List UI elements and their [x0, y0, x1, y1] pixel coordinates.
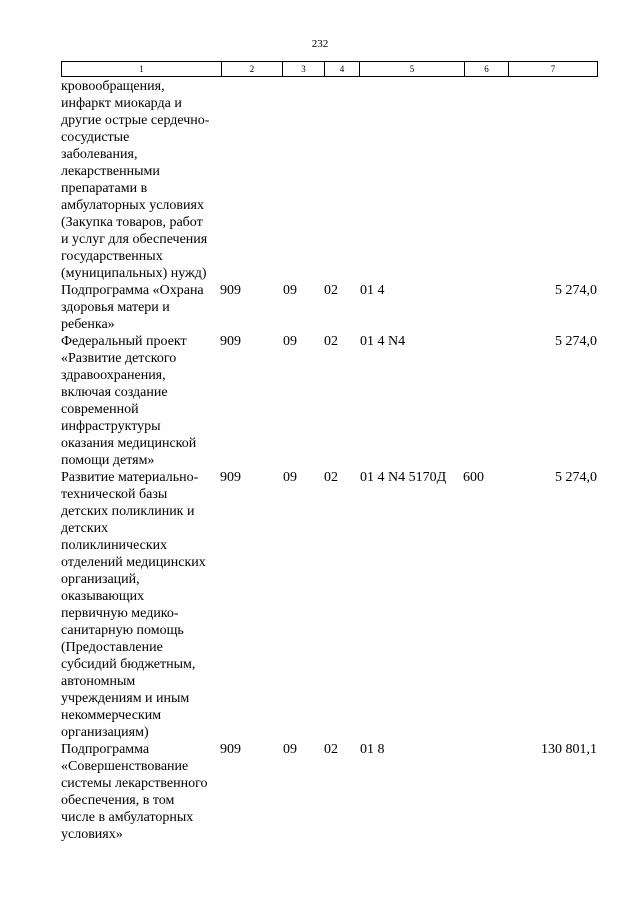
table-row: [0, 469, 640, 741]
row-target-article: 01 4 N4 5170Д: [360, 470, 447, 485]
row-name: Развитие материально- технической базы детских поликлиник и детских поликлинических отделений медицинских организаций, оказывающих первичную медико- санитарную помощь (Предоставление субсидий бюджетным, автономным учреждениям и иным некоммерческим организациям): [61, 470, 206, 740]
column-number: 1: [62, 62, 222, 77]
column-number: 3: [283, 62, 325, 77]
column-number: 4: [325, 62, 360, 77]
row-target-article: 01 4: [360, 283, 385, 298]
row-sum: 5 274,0: [555, 470, 597, 485]
row-section: 09: [283, 283, 297, 298]
table-row: [0, 282, 640, 333]
column-number: 7: [509, 62, 598, 77]
table-row: [0, 78, 640, 282]
table-row: [0, 741, 640, 843]
row-subsection: 02: [324, 334, 338, 349]
row-section: 09: [283, 334, 297, 349]
row-target-article: 01 4 N4: [360, 334, 406, 349]
row-expense-type: 600: [463, 470, 484, 485]
row-admin-code: 909: [220, 334, 241, 349]
table-row: [0, 333, 640, 469]
row-sum: 130 801,1: [541, 742, 597, 757]
row-subsection: 02: [324, 283, 338, 298]
row-admin-code: 909: [220, 283, 241, 298]
row-admin-code: 909: [220, 470, 241, 485]
row-subsection: 02: [324, 742, 338, 757]
row-sum: 5 274,0: [555, 283, 597, 298]
row-name: Федеральный проект «Развитие детского здравоохранения, включая создание современной инфраструктуры оказания медицинской помощи детям»: [61, 334, 197, 468]
page-number: 232: [311, 38, 329, 50]
row-sum: 5 274,0: [555, 334, 597, 349]
row-target-article: 01 8: [360, 742, 385, 757]
column-number: 5: [360, 62, 465, 77]
budget-table-body: [0, 78, 640, 843]
column-number: 6: [465, 62, 509, 77]
row-admin-code: 909: [220, 742, 241, 757]
column-header-table: [61, 61, 598, 77]
column-number: 2: [222, 62, 283, 77]
row-section: 09: [283, 470, 297, 485]
row-section: 09: [283, 742, 297, 757]
row-name: Подпрограмма «Совершенствование системы лекарственного обеспечения, в том числе в амбулаторных условиях»: [61, 742, 208, 842]
row-name: кровообращения, инфаркт миокарда и другие острые сердечно- сосудистые заболевания, лекарственными препаратами в амбулаторных условиях (Закупка товаров, работ и услуг для обеспечения государственных (муниципальных) нужд): [61, 79, 210, 281]
column-number-row: [62, 62, 598, 77]
row-name: Подпрограмма «Охрана здоровья матери и ребенка»: [61, 283, 204, 332]
row-subsection: 02: [324, 470, 338, 485]
